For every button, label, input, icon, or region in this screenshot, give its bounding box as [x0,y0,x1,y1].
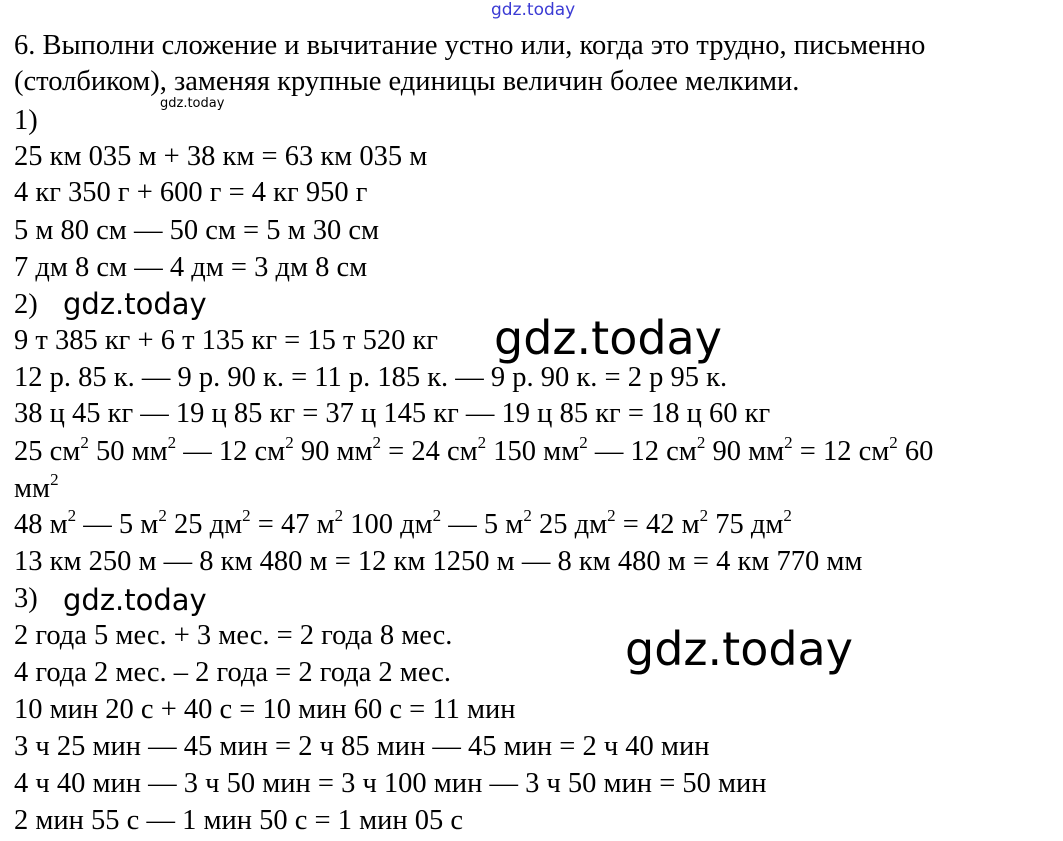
section-1-line-3: 5 м 80 см — 50 см = 5 м 30 см [14,215,380,246]
section-1-line-1: 25 км 035 м + 38 км = 63 км 035 м [14,141,428,172]
watermark-section2: gdz.today [63,287,207,321]
section-2-area-line-1 [14,433,934,467]
area-term: 75 дм [708,509,784,540]
area-term: 25 см [14,436,81,467]
exponent: 2 [50,470,59,489]
section-2-line-3: 38 ц 45 кг — 19 ц 85 кг = 37 ц 145 кг — 19 ц 85 кг = 18 ц 60 кг [14,398,771,429]
exponent: 2 [242,506,251,525]
exponent: 2 [607,506,616,525]
exponent: 2 [784,433,793,452]
area-term: — 12 см [587,436,697,467]
section-2-area-line-2 [14,506,792,540]
area-term: — 5 м [441,509,524,540]
area-term: 25 дм [166,509,243,540]
section-3-line-2: 4 года 2 мес. – 2 года = 2 года 2 мес. [14,657,451,688]
watermark-small: gdz.today [160,96,225,111]
area-term: 60 [897,436,934,467]
section-2-line-last: 13 км 250 м — 8 км 480 м = 12 км 1250 м — 8 км 480 м = 4 км 770 мм [14,546,863,577]
area-term: 48 м [14,509,68,540]
section-2-area-line-1-wrap [14,470,59,504]
exponent: 2 [372,433,382,452]
watermark-section3: gdz.today [63,583,207,617]
exponent: 2 [334,506,344,525]
section-2-line-1: 9 т 385 кг + 6 т 135 кг = 15 т 520 кг [14,325,438,356]
exponent: 2 [699,506,709,525]
area-term: = 47 м [250,509,335,540]
watermark-top: gdz.today [491,0,576,20]
exponent: 2 [158,506,167,525]
exponent: 2 [477,433,487,452]
exponent: 2 [783,506,792,525]
section-3-line-4: 3 ч 25 мин — 45 мин = 2 ч 85 мин — 45 мин = 2 ч 40 мин [14,731,710,762]
area-term: — 5 м [76,509,159,540]
task-text-line-2: (столбиком), заменяя крупные единицы величин более мелкими. [14,66,800,97]
exponent: 2 [80,433,89,452]
exponent: 2 [523,506,532,525]
exponent: 2 [285,433,294,452]
section-2-label: 2) [14,289,38,320]
area-term: 90 мм [293,436,373,467]
section-3-line-5: 4 ч 40 мин — 3 ч 50 мин = 3 ч 100 мин — 3 ч 50 мин = 50 мин [14,768,767,799]
area-term: мм [14,473,51,504]
exponent: 2 [432,506,442,525]
area-term: = 42 м [615,509,700,540]
area-term: 25 дм [531,509,608,540]
section-1-line-2: 4 кг 350 г + 600 г = 4 кг 950 г [14,177,368,208]
section-3-line-6: 2 мин 55 с — 1 мин 50 с = 1 мин 05 с [14,805,464,836]
area-term: — 12 см [176,436,286,467]
exponent: 2 [696,433,706,452]
task-text-line-1: 6. Выполни сложение и вычитание устно или, когда это трудно, письменно [14,30,926,61]
area-term: = 24 см [381,436,478,467]
area-term: 50 мм [88,436,168,467]
exponent: 2 [889,433,898,452]
exponent: 2 [579,433,588,452]
section-1-label: 1) [14,105,38,136]
area-term: 100 дм [343,509,433,540]
exponent: 2 [167,433,177,452]
section-3-label: 3) [14,583,38,614]
watermark-large-2: gdz.today [625,622,853,676]
section-3-line-3: 10 мин 20 с + 40 с = 10 мин 60 с = 11 мин [14,694,516,725]
area-term: 150 мм [486,436,580,467]
watermark-large-1: gdz.today [494,311,722,365]
exponent: 2 [67,506,77,525]
section-1-line-4: 7 дм 8 см — 4 дм = 3 дм 8 см [14,252,368,283]
area-term: = 12 см [792,436,890,467]
area-term: 90 мм [705,436,785,467]
section-2-line-2: 12 р. 85 к. — 9 р. 90 к. = 11 р. 185 к. — 9 р. 90 к. = 2 р 95 к. [14,362,728,393]
section-3-line-1: 2 года 5 мес. + 3 мес. = 2 года 8 мес. [14,620,453,651]
